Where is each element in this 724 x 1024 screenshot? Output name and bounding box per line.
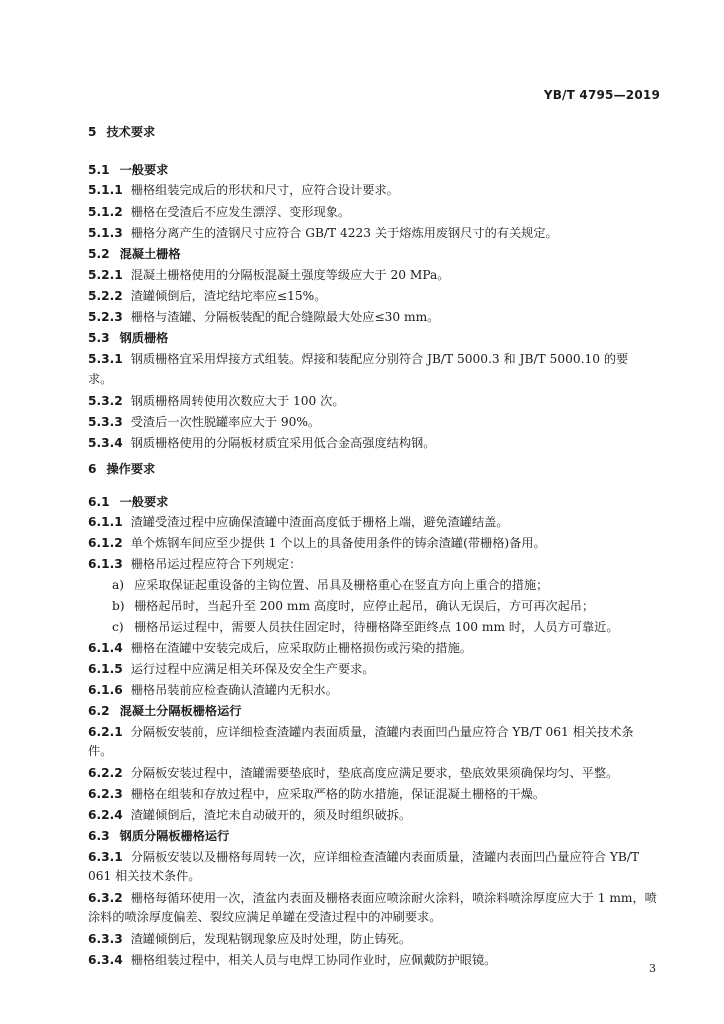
clause-text bbox=[88, 931, 411, 947]
clause-body: 钢质栅格宜采用焊接方式组装。焊接和装配应分别符合 JB/T 5000.3 和 JB/T 5000.10 的要 bbox=[130, 352, 629, 366]
clause-body: 栅格与渣罐、分隔板装配的配合缝隙最大处应≤30 mm。 bbox=[130, 310, 440, 324]
clause-text bbox=[88, 868, 200, 884]
clause-number: 5.3.4 bbox=[88, 436, 123, 450]
clause-text bbox=[88, 414, 320, 430]
clause-body: 受渣后一次性脱罐率应大于 90%。 bbox=[130, 415, 321, 429]
standard-code: YB/T 4795—2019 bbox=[543, 88, 660, 102]
clause-number: 5.3.2 bbox=[88, 394, 123, 408]
clause-number: 5.1.1 bbox=[88, 183, 123, 197]
clause-text bbox=[88, 724, 634, 740]
clause-text bbox=[88, 849, 639, 865]
clause-number: 6.3.3 bbox=[88, 932, 123, 946]
clause-body: 渣罐受渣过程中应确保渣罐中渣面高度低于栅格上端，避免渣罐结盖。 bbox=[130, 515, 509, 529]
clause-number: 6.1.1 bbox=[88, 515, 123, 529]
section-heading bbox=[88, 461, 155, 477]
clause-number: 6.1 bbox=[88, 495, 110, 509]
clause-number: 5 bbox=[88, 125, 97, 139]
clause-text bbox=[88, 371, 112, 387]
clause-body: 栅格吊运过程应符合下列规定： bbox=[130, 557, 302, 571]
clause-number: 6.1.4 bbox=[88, 641, 123, 655]
list-item-label: a) bbox=[112, 578, 125, 592]
clause-number: 5.2.2 bbox=[88, 289, 123, 303]
clause-text bbox=[88, 682, 338, 698]
clause-body: 分隔板安装以及栅格每周转一次，应详细检查渣罐内表面质量，渣罐内表面凹凸量应符合 YB/T bbox=[130, 850, 640, 864]
section-heading bbox=[88, 828, 229, 844]
clause-body: 栅格在渣罐中安装完成后，应采取防止栅格损伤或污染的措施。 bbox=[130, 641, 472, 655]
clause-text bbox=[88, 309, 439, 325]
clause-text bbox=[88, 952, 496, 968]
heading-title: 混凝土分隔板栅格运行 bbox=[119, 704, 242, 718]
clause-text bbox=[88, 765, 618, 781]
clause-text bbox=[88, 182, 399, 198]
clause-number: 6.2.1 bbox=[88, 725, 123, 739]
clause-body: 栅格在组装和存放过程中，应采取严格的防水措施，保证混凝土栅格的干燥。 bbox=[130, 787, 546, 801]
clause-number: 6.3.1 bbox=[88, 850, 123, 864]
heading-title: 钢质栅格 bbox=[119, 331, 169, 345]
clause-text bbox=[88, 640, 472, 656]
section-heading bbox=[88, 330, 168, 346]
list-item bbox=[88, 619, 619, 635]
list-item-label: b) bbox=[112, 599, 125, 613]
section-heading bbox=[88, 494, 168, 510]
clause-text bbox=[88, 267, 449, 283]
clause-text bbox=[88, 514, 509, 530]
clause-body: 分隔板安装过程中，渣罐需要垫底时，垫底高度应满足要求，垫底效果须确保均匀、平整。 bbox=[130, 766, 619, 780]
section-heading bbox=[88, 703, 241, 719]
clause-body: 渣罐倾倒后，渣坨未自动破开的，须及时组织破拆。 bbox=[130, 808, 412, 822]
clause-body: 渣罐倾倒后，渣坨结坨率应≤15%。 bbox=[130, 289, 327, 303]
heading-title: 钢质分隔板栅格运行 bbox=[119, 829, 230, 843]
heading-title: 技术要求 bbox=[106, 125, 156, 139]
clause-text bbox=[88, 435, 435, 451]
clause-number: 6 bbox=[88, 462, 97, 476]
clause-number: 6.2.2 bbox=[88, 766, 123, 780]
clause-text bbox=[88, 743, 112, 759]
clause-body: 应采取保证起重设备的主钩位置、吊具及栅格重心在竖直方向上重合的措施； bbox=[134, 578, 549, 592]
clause-body: 栅格分离产生的渣钢尺寸应符合 GB/T 4223 关于熔炼用废钢尺寸的有关规定。 bbox=[130, 226, 558, 240]
heading-title: 一般要求 bbox=[119, 495, 169, 509]
clause-number: 6.2 bbox=[88, 704, 110, 718]
clause-number: 5.1 bbox=[88, 163, 110, 177]
clause-number: 6.1.5 bbox=[88, 662, 123, 676]
clause-body: 单个炼钢车间应至少提供 1 个以上的具备使用条件的铸余渣罐(带栅格)备用。 bbox=[130, 536, 546, 550]
clause-body: 混凝土栅格使用的分隔板混凝土强度等级应大于 20 MPa。 bbox=[130, 268, 450, 282]
clause-text bbox=[88, 661, 374, 677]
clause-text bbox=[88, 393, 345, 409]
clause-number: 5.2.3 bbox=[88, 310, 123, 324]
clause-number: 5.3.3 bbox=[88, 415, 123, 429]
clause-number: 5.1.3 bbox=[88, 226, 123, 240]
clause-text bbox=[88, 351, 628, 367]
clause-number: 6.3 bbox=[88, 829, 110, 843]
clause-body: 求。 bbox=[88, 372, 113, 386]
clause-body: 栅格组装完成后的形状和尺寸，应符合设计要求。 bbox=[130, 183, 399, 197]
heading-title: 操作要求 bbox=[106, 462, 156, 476]
clause-number: 5.3 bbox=[88, 331, 110, 345]
clause-body: 涂料的喷涂厚度偏差、裂纹应满足单罐在受渣过程中的冲刷要求。 bbox=[88, 910, 442, 924]
clause-text bbox=[88, 807, 411, 823]
page-number: 3 bbox=[649, 962, 656, 975]
clause-text bbox=[88, 535, 546, 551]
clause-number: 6.2.3 bbox=[88, 787, 123, 801]
clause-body: 渣罐倾倒后，发现粘钢现象应及时处理，防止铸死。 bbox=[130, 932, 412, 946]
clause-body: 件。 bbox=[88, 744, 113, 758]
clause-body: 栅格起吊时，当起升至 200 mm 高度时，应停止起吊，确认无误后，方可再次起吊； bbox=[134, 599, 595, 613]
clause-number: 6.1.2 bbox=[88, 536, 123, 550]
clause-number: 6.3.4 bbox=[88, 953, 123, 967]
list-item bbox=[88, 577, 548, 593]
clause-number: 5.1.2 bbox=[88, 205, 123, 219]
section-heading bbox=[88, 124, 155, 140]
clause-number: 6.3.2 bbox=[88, 891, 123, 905]
heading-title: 混凝土栅格 bbox=[119, 247, 181, 261]
clause-body: 钢质栅格使用的分隔板材质宜采用低合金高强度结构钢。 bbox=[130, 436, 436, 450]
clause-number: 5.2.1 bbox=[88, 268, 123, 282]
clause-body: 栅格每循环使用一次，渣盆内表面及栅格表面应喷涂耐火涂料，喷涂料喷涂厚度应大于 1 mm，喷 bbox=[130, 891, 657, 905]
clause-text bbox=[88, 204, 350, 220]
clause-text bbox=[88, 909, 441, 925]
clause-body: 运行过程中应满足相关环保及安全生产要求。 bbox=[130, 662, 375, 676]
clause-text bbox=[88, 288, 326, 304]
clause-number: 6.1.6 bbox=[88, 683, 123, 697]
clause-number: 5.2 bbox=[88, 247, 110, 261]
clause-text bbox=[88, 890, 657, 906]
clause-number: 6.1.3 bbox=[88, 557, 123, 571]
section-heading bbox=[88, 246, 181, 262]
clause-body: 栅格吊装前应检查确认渣罐内无积水。 bbox=[130, 683, 338, 697]
clause-body: 钢质栅格周转使用次数应大于 100 次。 bbox=[130, 394, 345, 408]
clause-number: 5.3.1 bbox=[88, 352, 123, 366]
clause-body: 栅格在受渣后不应发生漂浮、变形现象。 bbox=[130, 205, 351, 219]
heading-title: 一般要求 bbox=[119, 163, 169, 177]
section-heading bbox=[88, 162, 168, 178]
clause-body: 栅格组装过程中，相关人员与电焊工协同作业时，应佩戴防护眼镜。 bbox=[130, 953, 497, 967]
list-item-label: c) bbox=[112, 620, 124, 634]
list-item bbox=[88, 598, 594, 614]
clause-text bbox=[88, 225, 558, 241]
clause-body: 分隔板安装前，应详细检查渣罐内表面质量，渣罐内表面凹凸量应符合 YB/T 061 相关技术条 bbox=[130, 725, 634, 739]
clause-body: 栅格吊运过程中，需要人员扶住固定时，待栅格降至距终点 100 mm 时，人员方可靠近。 bbox=[134, 620, 619, 634]
clause-text bbox=[88, 556, 301, 572]
clause-number: 6.2.4 bbox=[88, 808, 123, 822]
clause-text bbox=[88, 786, 545, 802]
clause-body: 061 相关技术条件。 bbox=[88, 869, 201, 883]
